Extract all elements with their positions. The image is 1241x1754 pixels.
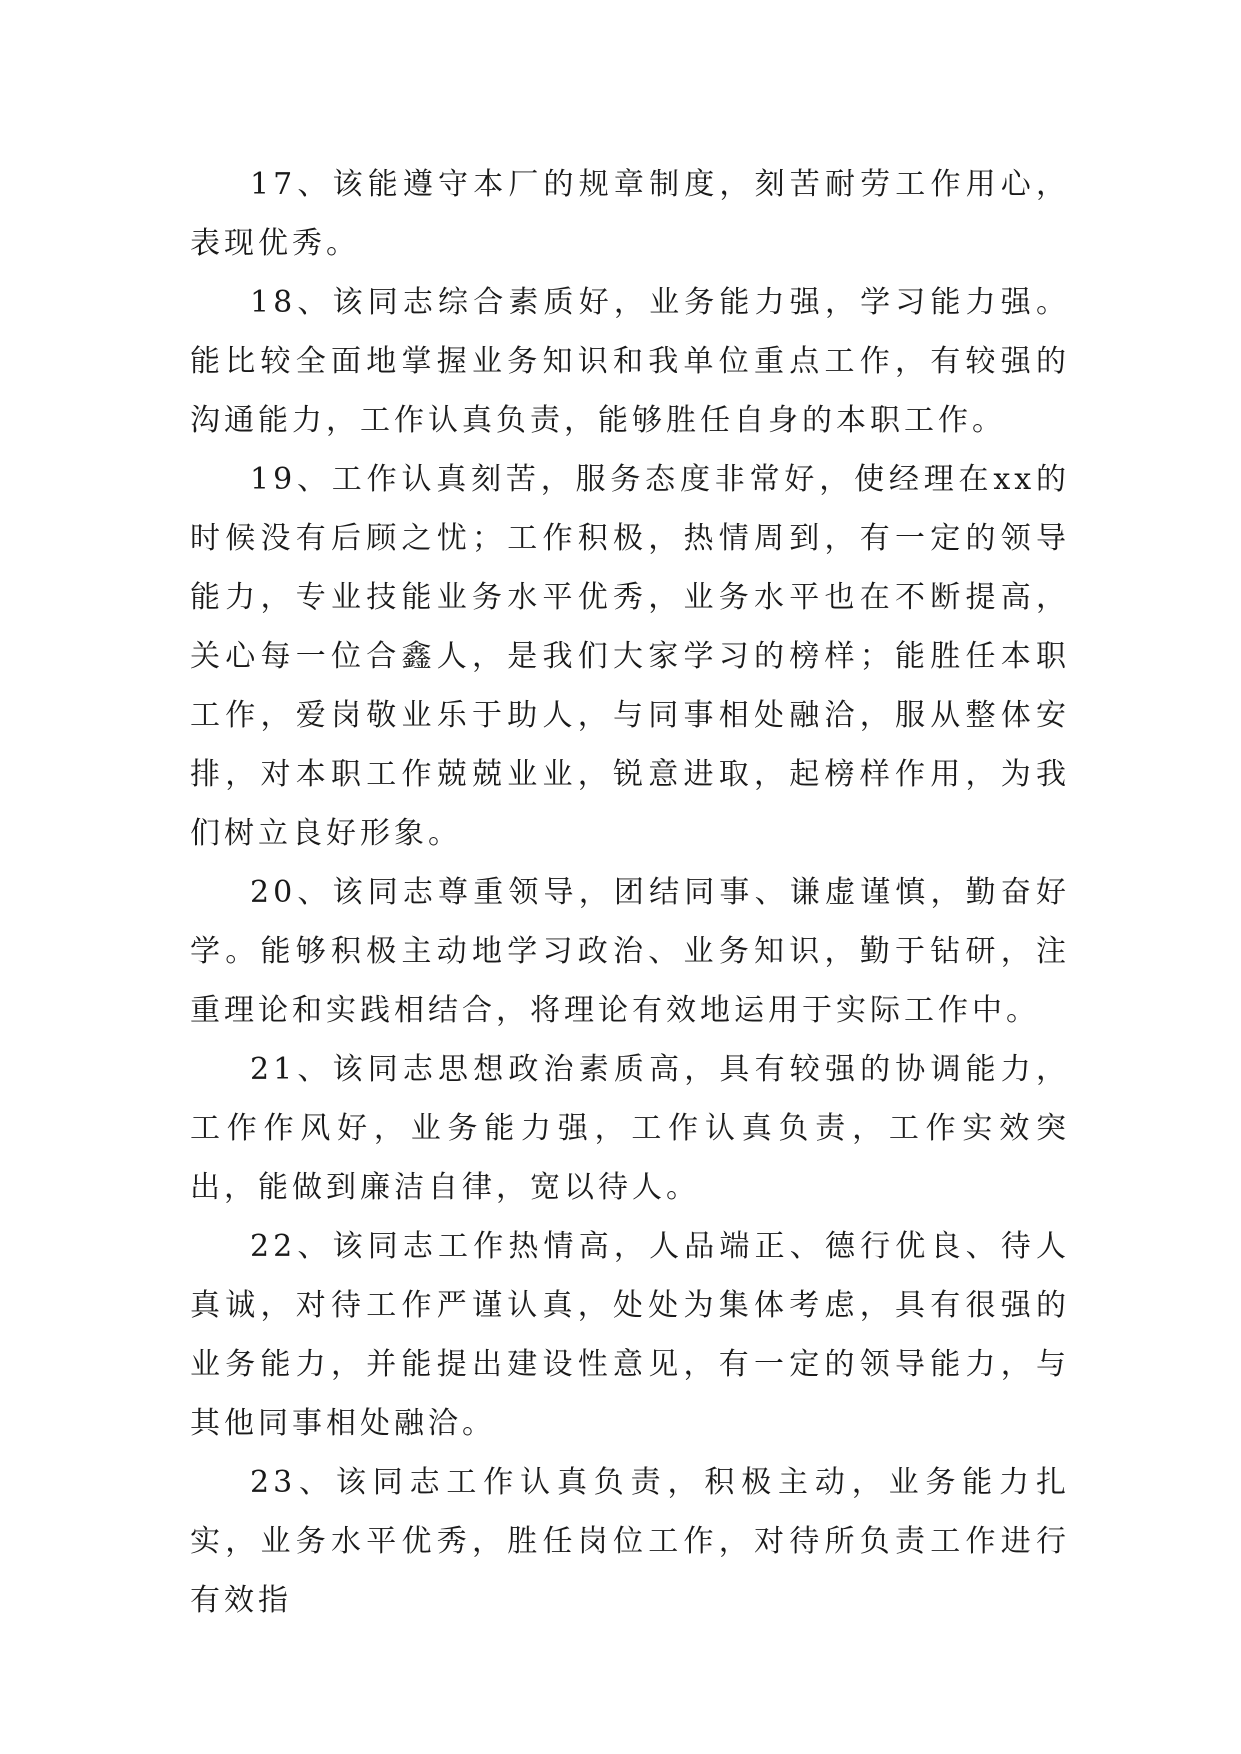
paragraph-20: 20、该同志尊重领导，团结同事、谦虚谨慎，勤奋好学。能够积极主动地学习政治、业务知识，勤于钻研，注重理论和实践相结合，将理论有效地运用于实际工作中。 bbox=[190, 875, 1070, 1028]
paragraph-18: 18、该同志综合素质好，业务能力强，学习能力强。能比较全面地掌握业务知识和我单位重点工作，有较强的沟通能力，工作认真负责，能够胜任自身的本职工作。 bbox=[190, 285, 1070, 438]
document-body bbox=[190, 155, 1070, 1630]
paragraph-21: 21、该同志思想政治素质高，具有较强的协调能力，工作作风好，业务能力强，工作认真负责，工作实效突出，能做到廉洁自律，宽以待人。 bbox=[190, 1052, 1070, 1205]
paragraph-23: 23、该同志工作认真负责，积极主动，业务能力扎实，业务水平优秀，胜任岗位工作，对待所负责工作进行有效指 bbox=[190, 1465, 1070, 1618]
paragraph-22: 22、该同志工作热情高，人品端正、德行优良、待人真诚，对待工作严谨认真，处处为集体考虑，具有很强的业务能力，并能提出建设性意见，有一定的领导能力，与其他同事相处融洽。 bbox=[190, 1229, 1070, 1441]
paragraph-19: 19、工作认真刻苦，服务态度非常好，使经理在xx的时候没有后顾之忧；工作积极，热情周到，有一定的领导能力，专业技能业务水平优秀，业务水平也在不断提高，关心每一位合鑫人，是我们大家学习的榜样；能胜任本职工作，爱岗敬业乐于助人，与同事相处融洽，服从整体安排，对本职工作兢兢业业，锐意进取，起榜样作用，为我们树立良好形象。 bbox=[190, 462, 1070, 851]
paragraph-17: 17、该能遵守本厂的规章制度，刻苦耐劳工作用心，表现优秀。 bbox=[190, 167, 1070, 261]
